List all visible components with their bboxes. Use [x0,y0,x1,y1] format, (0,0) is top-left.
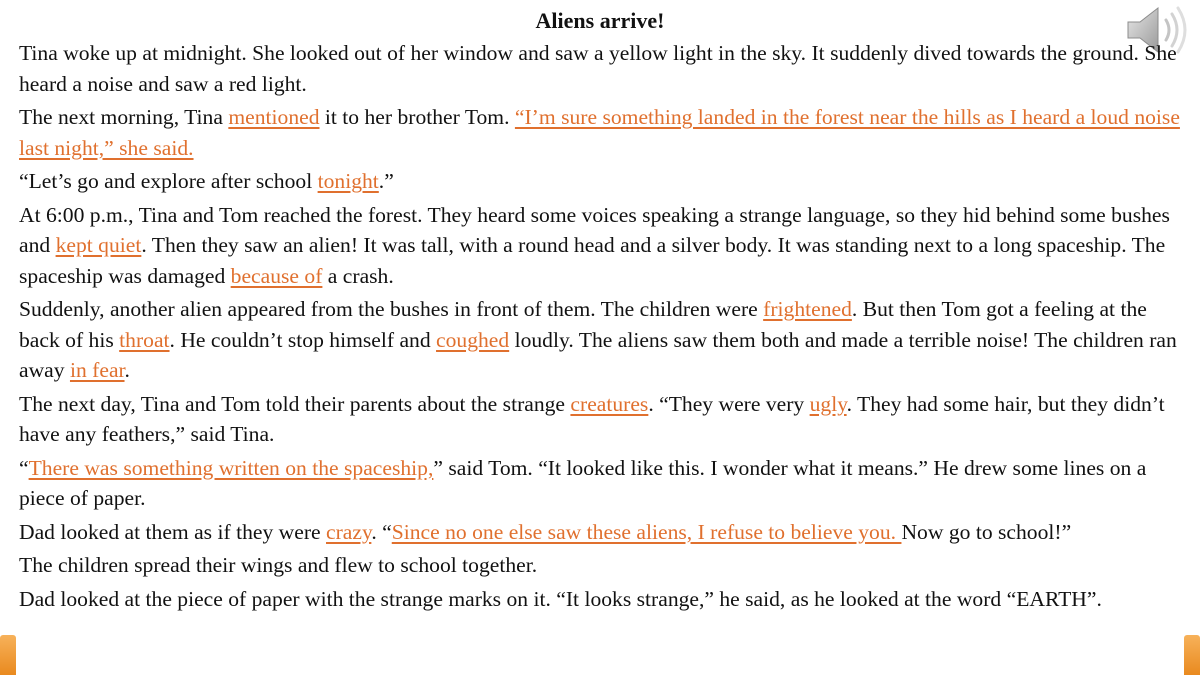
highlighted-phrase: frightened [763,297,852,321]
story-paragraph [19,200,1184,292]
highlighted-phrase: tonight [317,169,379,193]
story-text [19,38,1184,617]
text-segment: it to her brother Tom. [319,105,515,129]
story-paragraph [19,550,1184,581]
story-paragraph [19,166,1184,197]
text-segment: . “They were very [648,391,810,416]
highlighted-phrase: crazy [326,519,372,544]
highlighted-phrase: ugly [809,391,847,416]
highlighted-phrase: because of [230,263,323,288]
text-segment: .” [378,169,394,193]
story-paragraph [19,102,1184,163]
left-nav-tab[interactable] [0,635,16,675]
story-paragraph [19,584,1184,615]
text-segment: The next morning, Tina [19,105,229,129]
story-paragraph [19,389,1184,450]
story-paragraph [19,517,1184,548]
highlighted-phrase: coughed [436,327,510,352]
highlighted-phrase: creatures [570,391,649,416]
text-segment: . But then Tom got a feeling at the back of his [19,297,1147,352]
text-segment: At 6:00 p.m., Tina and Tom reached the forest. They heard some voices speaking a strange language, so they hid behind some bushes and [19,202,1170,257]
story-paragraph [19,294,1184,386]
text-segment: The next day, Tina and Tom told their parents about the strange [19,391,571,416]
text-segment: Dad looked at them as if they were [19,519,327,544]
story-title: Aliens arrive! [535,8,665,33]
highlighted-phrase: in fear [69,358,125,382]
text-segment: loudly. The aliens saw them both and made a terrible noise! The children ran away [19,327,1177,382]
highlighted-phrase: throat [119,327,170,352]
text-segment: . They had some hair, but they didn’t have any feathers,” said Tina. [19,391,1165,446]
text-segment: Now go to school!” [901,519,1072,544]
text-segment: . He couldn’t stop himself and [169,327,437,352]
text-segment: Dad looked at the piece of paper with the strange marks on it. “It looks strange,” he said, as he looked at the word “EARTH”. [19,586,1102,611]
highlighted-phrase: Since no one else saw these aliens, I refuse to believe you. [391,519,902,544]
text-segment: . [124,358,130,382]
text-segment: “Let’s go and explore after school [19,169,318,193]
text-segment: Suddenly, another alien appeared from the bushes in front of them. The children were [19,297,764,321]
text-segment: . Then they saw an alien! It was tall, with a round head and a silver body. It was standing next to a long spaceship. The spaceship was damaged [19,233,1166,288]
highlighted-phrase: mentioned [228,105,320,129]
text-segment: a crash. [322,263,394,288]
text-segment: ” said Tom. “It looked like this. I wonder what it means.” He drew some lines on a piece of paper. [19,455,1147,510]
highlighted-phrase: There was something written on the spaceship, [28,455,434,480]
story-paragraph [19,453,1184,514]
highlighted-phrase: kept quiet [55,233,142,257]
text-segment: . “ [371,519,392,544]
story-paragraph [19,38,1184,99]
text-segment: Tina woke up at midnight. She looked out of her window and saw a yellow light in the sky. It suddenly dived towards the ground. She heard a noise and saw a red light. [19,41,1177,96]
right-nav-tab[interactable] [1184,635,1200,675]
text-segment: “ [19,455,29,480]
text-segment: The children spread their wings and flew to school together. [19,553,538,577]
highlighted-phrase: “I’m sure something landed in the forest near the hills as I heard a loud noise last night,” she said. [19,105,1180,160]
